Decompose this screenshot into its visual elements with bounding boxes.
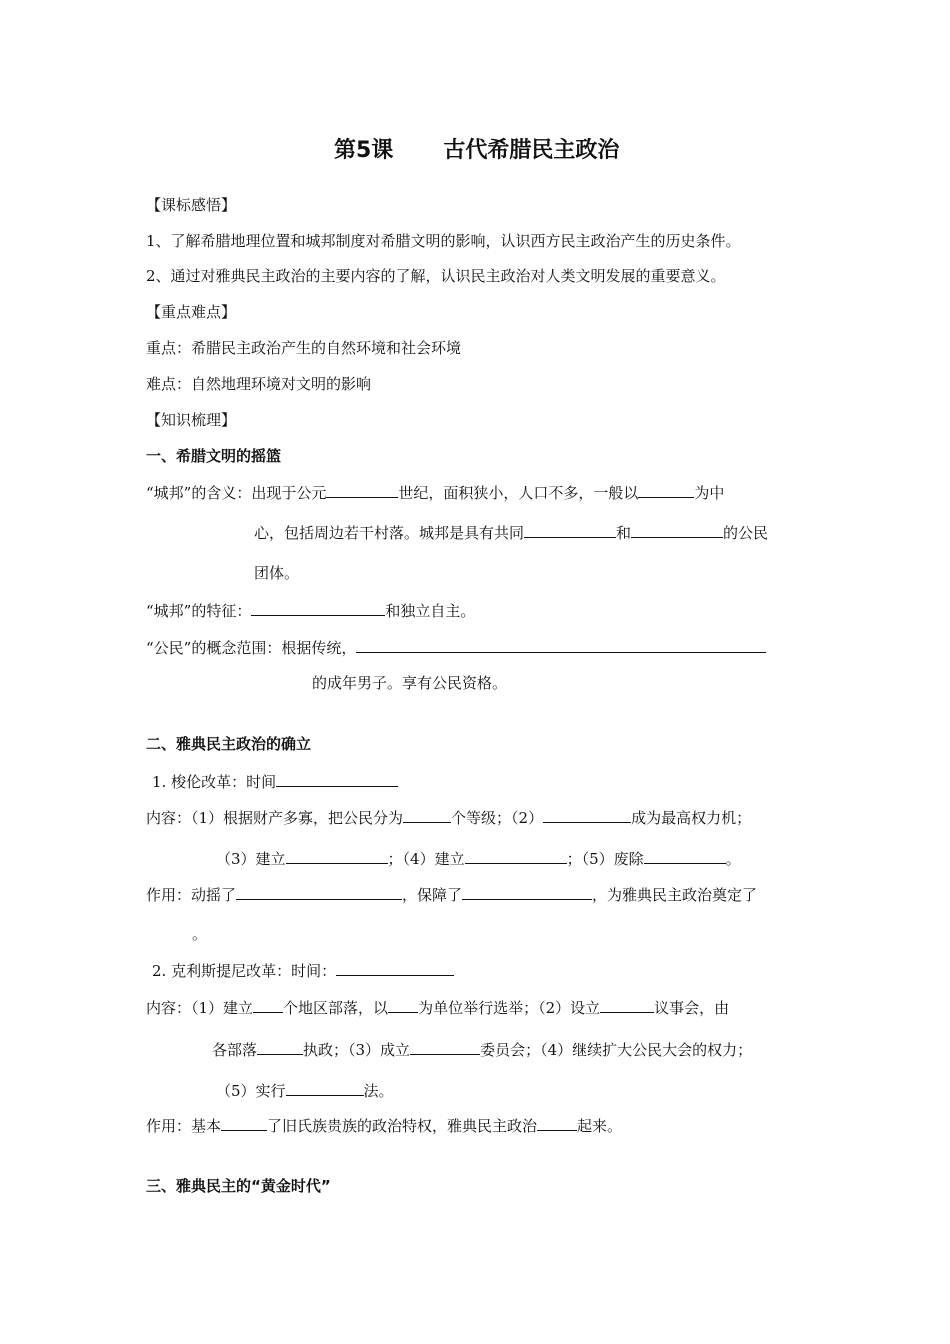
citizen-scope-line-2: 的成年男子。享有公民资格。 (312, 674, 508, 692)
key-point: 重点：希腊民主政治产生的自然环境和社会环境 (146, 339, 462, 357)
fill-blank[interactable] (644, 848, 726, 864)
knowledge-header: 【知识梳理】 (146, 411, 237, 429)
page-title (334, 137, 619, 165)
standards-header: 【课标感悟】 (146, 196, 237, 214)
cleisthenes-content-line-2: 各部落 执政；（3）成立 委员会；（4）继续扩大公民大会的权力； (212, 1041, 753, 1059)
section-heading-2: 二、雅典民主政治的确立 (146, 735, 312, 753)
fill-blank[interactable] (537, 1115, 577, 1131)
solon-effect-line-2: 。 (192, 925, 208, 943)
fill-blank[interactable] (600, 997, 654, 1013)
section-heading-3: 三、雅典民主的“黄金时代” (146, 1177, 331, 1195)
difficult-point: 难点：自然地理环境对文明的影响 (146, 375, 372, 393)
polis-definition-line-2: 心，包括周边若干村落。城邦是具有共同 和 的公民 (254, 524, 769, 542)
fill-blank[interactable] (221, 1115, 267, 1131)
fill-blank[interactable] (286, 1080, 364, 1096)
fill-blank[interactable] (543, 807, 631, 823)
fill-blank[interactable] (326, 482, 398, 498)
solon-content-line-1: 内容：（1）根据财产多寡，把公民分为 个等级；（2） 成为最高权力机； (146, 809, 752, 827)
polis-definition-line-1: “城邦”的含义：出现于公元 世纪，面积狭小，人口不多，一般以 为中 (146, 484, 725, 502)
fill-blank[interactable] (410, 1039, 480, 1055)
section-heading-1: 一、希腊文明的摇篮 (146, 447, 282, 465)
solon-effect-line-1: 作用：动摇了 ，保障了 ，为雅典民主政治奠定了 (146, 886, 758, 904)
fill-blank[interactable] (236, 884, 402, 900)
cleisthenes-content-line-3: （5）实行 法。 (216, 1082, 394, 1100)
solon-content-line-2: （3）建立 ；（4）建立 ；（5）废除 。 (216, 850, 741, 868)
fill-blank[interactable] (388, 997, 418, 1013)
fill-blank[interactable] (631, 522, 723, 538)
fill-blank[interactable] (462, 884, 592, 900)
polis-features: “城邦”的特征： 和独立自主。 (146, 602, 476, 620)
fill-blank[interactable] (253, 997, 283, 1013)
fill-blank[interactable] (257, 1039, 303, 1055)
fill-blank[interactable] (356, 637, 766, 653)
standards-item-2: 2、通过对雅典民主政治的主要内容的了解，认识民主政治对人类文明发展的重要意义。 (146, 267, 726, 285)
fill-blank[interactable] (465, 848, 567, 864)
fill-blank[interactable] (336, 960, 454, 976)
solon-reform-title: 1. 梭伦改革：时间 (152, 771, 398, 792)
lesson-topic: 古代希腊民主政治 (443, 138, 620, 163)
keypoints-header: 【重点难点】 (146, 303, 237, 321)
lesson-number: 第5课 (334, 138, 394, 163)
polis-definition-line-3: 团体。 (254, 564, 300, 582)
fill-blank[interactable] (251, 600, 385, 616)
fill-blank[interactable] (524, 522, 616, 538)
cleisthenes-effect: 作用：基本 了旧氏族贵族的政治特权，雅典民主政治 起来。 (146, 1117, 623, 1135)
fill-blank[interactable] (403, 807, 451, 823)
citizen-scope-line-1: “公民”的概念范围：根据传统， (146, 637, 766, 658)
cleisthenes-content-line-1: 内容：（1）建立 个地区部落，以 为单位举行选举；（2）设立 议事会，由 (146, 999, 730, 1017)
fill-blank[interactable] (276, 771, 398, 787)
fill-blank[interactable] (638, 482, 694, 498)
fill-blank[interactable] (286, 848, 388, 864)
standards-item-1: 1、了解希腊地理位置和城邦制度对希腊文明的影响，认识西方民主政治产生的历史条件。 (146, 232, 741, 250)
cleisthenes-reform-title: 2. 克利斯提尼改革：时间： (152, 960, 454, 981)
